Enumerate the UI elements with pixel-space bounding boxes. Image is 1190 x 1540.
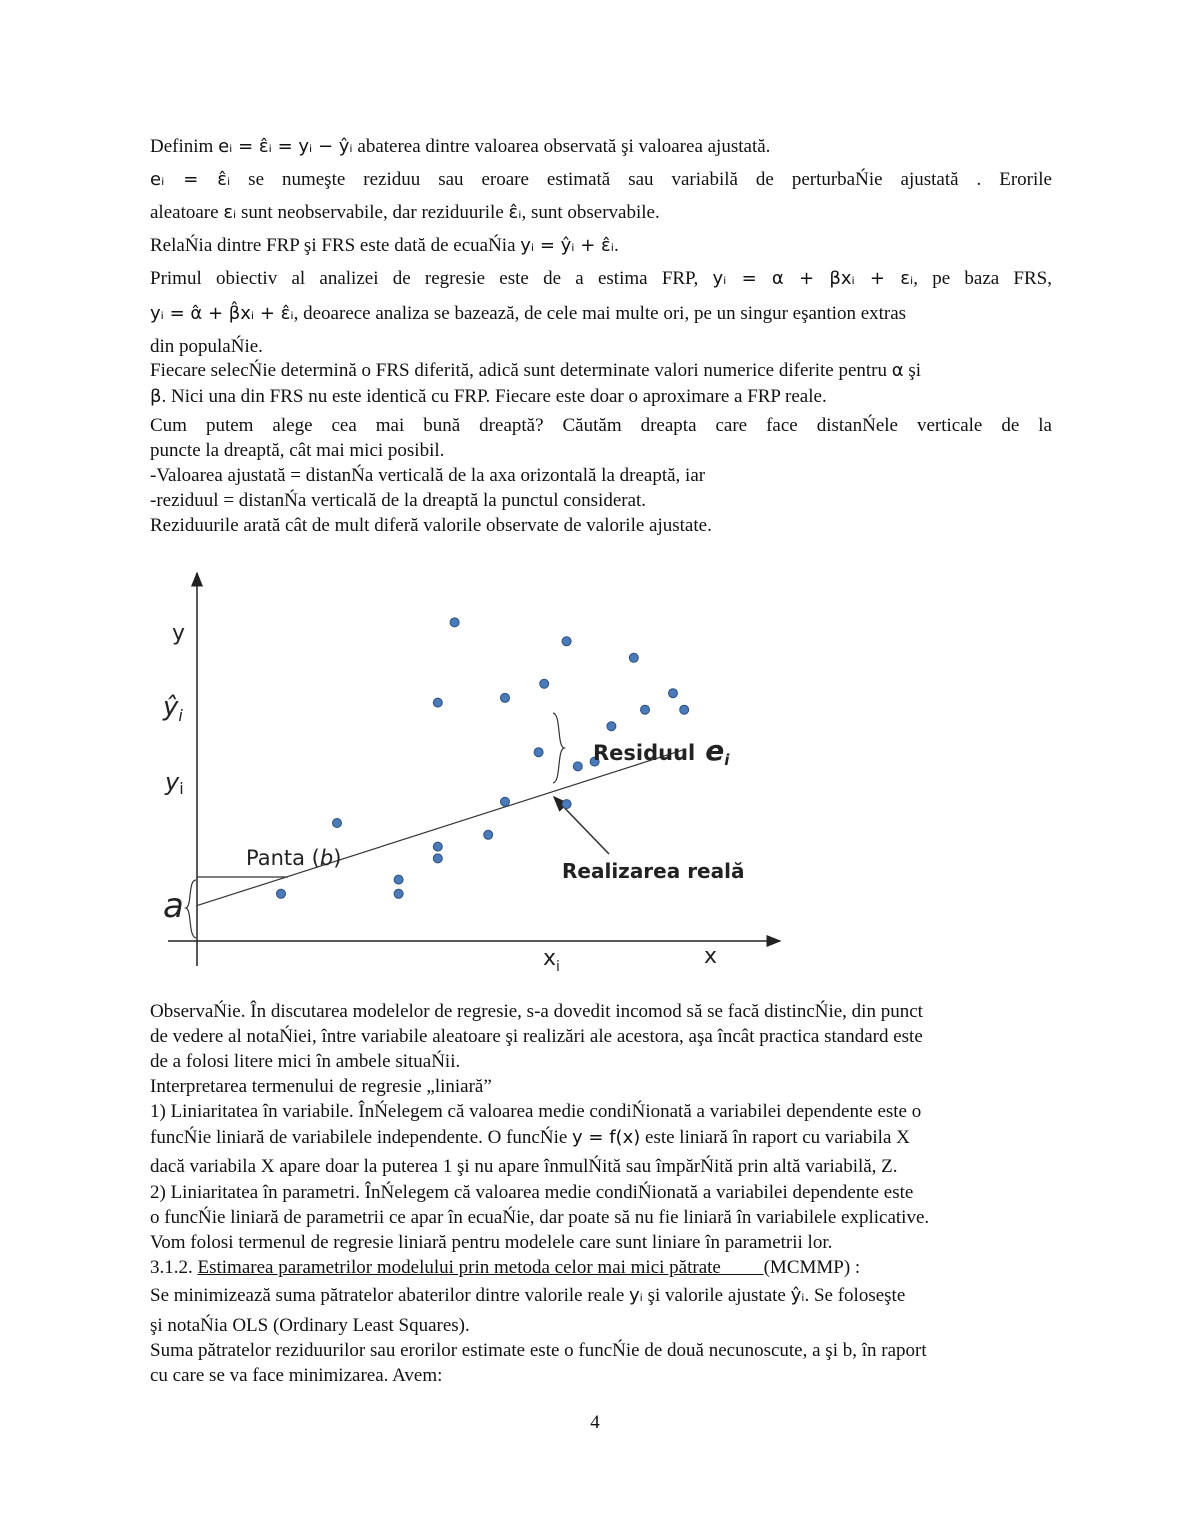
data-point: [629, 653, 638, 662]
paragraph-best-line: Cum putem alege cea mai bună dreaptă? Căutăm dreapta care face distanŃele verticale de la: [150, 415, 1052, 436]
paragraph-residual-distance: -reziduul = distanŃa verticală de la dreaptă la punctul considerat.: [150, 490, 647, 511]
regression-figure: [150, 560, 790, 980]
paragraph-power-one: dacă variabila X apare doar la puterea 1 şi nu apare înmulŃită sau împărŃită prin altă variabilă, Z.: [150, 1156, 898, 1177]
data-point: [607, 722, 616, 731]
paragraph-linearity-variables: 1) Liniaritatea în variabile. ÎnŃelegem că valoarea medie condiŃionată a variabilei dependente este o: [150, 1101, 922, 1122]
data-point: [394, 875, 403, 884]
data-point: [562, 800, 571, 809]
data-point: [501, 797, 510, 806]
paragraph-linear-function: funcŃie liniară de variabilele independente. O funcŃie y = f(x) este liniară în raport cu variabila X: [150, 1127, 910, 1148]
paragraph-frs-equation: yᵢ = α̂ + β̂xᵢ + ε̂ᵢ, deoarece analiza se bazează, de cele mai multe ori, pe un singur eşantion extras: [150, 303, 907, 324]
data-point: [573, 762, 582, 771]
residual-label: Residuul $e_i$: [593, 734, 730, 769]
residual-brace: [553, 713, 564, 783]
data-point: [669, 689, 678, 698]
real-realization-label: Realizarea reală: [562, 859, 745, 883]
x-i-label: $x_i$: [543, 946, 560, 975]
paragraph-selection: Fiecare selecŃie determină o FRS diferită, adică sunt determinate valori numerice diferite pentru α şi: [150, 360, 922, 381]
data-point: [484, 830, 493, 839]
section-heading-mcmmp: 3.1.2. Estimarea parametrilor modelului prin metoda celor mai mici pătrate (MCMMP) :: [150, 1257, 861, 1278]
data-point: [562, 637, 571, 646]
paragraph-linearity-parameters: 2) Liniaritatea în parametri. ÎnŃelegem că valoarea medie condiŃionată a variabilei dependente este: [150, 1182, 914, 1203]
data-point: [433, 842, 442, 851]
data-point: [540, 679, 549, 688]
data-point: [641, 705, 650, 714]
paragraph-approximation: β. Nici una din FRS nu este identică cu FRP. Fiecare este doar o aproximare a FRP reale.: [150, 386, 827, 407]
intercept-label: a: [163, 886, 184, 926]
intercept-brace: [186, 880, 196, 938]
paragraph-errors: aleatoare εᵢ sunt neobservabile, dar reziduurile ε̂ᵢ, sunt observabile.: [150, 202, 660, 223]
slope-label: Panta (b): [246, 846, 342, 870]
page-number: 4: [590, 1412, 600, 1433]
data-point: [333, 819, 342, 828]
paragraph-objective: Primul obiectiv al analizei de regresie este de a estima FRP, yᵢ = α + βxᵢ + εᵢ, pe baza FRS,: [150, 268, 1052, 289]
y-axis-label: y: [172, 621, 186, 646]
data-point: [394, 889, 403, 898]
data-point: [433, 854, 442, 863]
data-point: [450, 618, 459, 627]
data-point: [277, 889, 286, 898]
paragraph-observation-3: de a folosi litere mici în ambele situaŃii.: [150, 1051, 461, 1072]
paragraph-residuals-show: Reziduurile arată cât de mult diferă valorile observate de valorile ajustate.: [150, 515, 712, 536]
paragraph-definition: Definim eᵢ = ε̂ᵢ = yᵢ − ŷᵢ abaterea dintre valoarea observată şi valoarea ajustată.: [150, 136, 771, 157]
data-point: [501, 693, 510, 702]
data-point: [680, 705, 689, 714]
paragraph-residual-def: eᵢ = ε̂ᵢ se numeşte reziduu sau eroare estimată sau variabilă de perturbaŃie ajustată . Erorile: [150, 169, 1052, 190]
paragraph-fitted-value: -Valoarea ajustată = distanŃa verticală de la axa orizontală la dreaptă, iar: [150, 465, 706, 486]
data-point: [534, 748, 543, 757]
paragraph-sum-squares: Suma pătratelor reziduurilor sau erorilor estimate este o funcŃie de două necunoscute, a şi b, în raport: [150, 1340, 927, 1361]
paragraph-best-line-cont: puncte la dreaptă, cât mai mici posibil.: [150, 440, 445, 461]
y-hat-label: $ŷ_i$: [163, 692, 183, 725]
paragraph-population: din populaŃie.: [150, 336, 263, 357]
paragraph-relation: RelaŃia dintre FRP şi FRS este dată de ecuaŃia yᵢ = ŷᵢ + ε̂ᵢ.: [150, 235, 619, 256]
paragraph-linearity-parameters-2: o funcŃie liniară de parametrii ce apar în ecuaŃie, dar poate să nu fie liniară în variabilele explicative.: [150, 1207, 930, 1228]
x-axis-label: x: [704, 944, 718, 969]
paragraph-interpretation-heading: Interpretarea termenului de regresie „liniară”: [150, 1076, 492, 1097]
data-point: [433, 698, 442, 707]
paragraph-ols: şi notaŃia OLS (Ordinary Least Squares).: [150, 1315, 470, 1336]
paragraph-linear-regression-term: Vom folosi termenul de regresie liniară pentru modelele care sunt liniare în parametrii lor.: [150, 1232, 833, 1253]
paragraph-observation-2: de vedere al notaŃiei, între variabile aleatoare şi realizări ale acestora, aşa încât practica standard este: [150, 1026, 923, 1047]
paragraph-we-have: cu care se va face minimizarea. Avem:: [150, 1365, 443, 1386]
y-i-label: yi: [165, 768, 184, 798]
paragraph-minimize: Se minimizează suma pătratelor abaterilor dintre valorile reale yᵢ şi valorile ajustate ŷᵢ. Se foloseşte: [150, 1285, 906, 1306]
paragraph-observation: ObservaŃie. În discutarea modelelor de regresie, s-a dovedit incomod să se facă distincŃie, din punct: [150, 1001, 923, 1022]
